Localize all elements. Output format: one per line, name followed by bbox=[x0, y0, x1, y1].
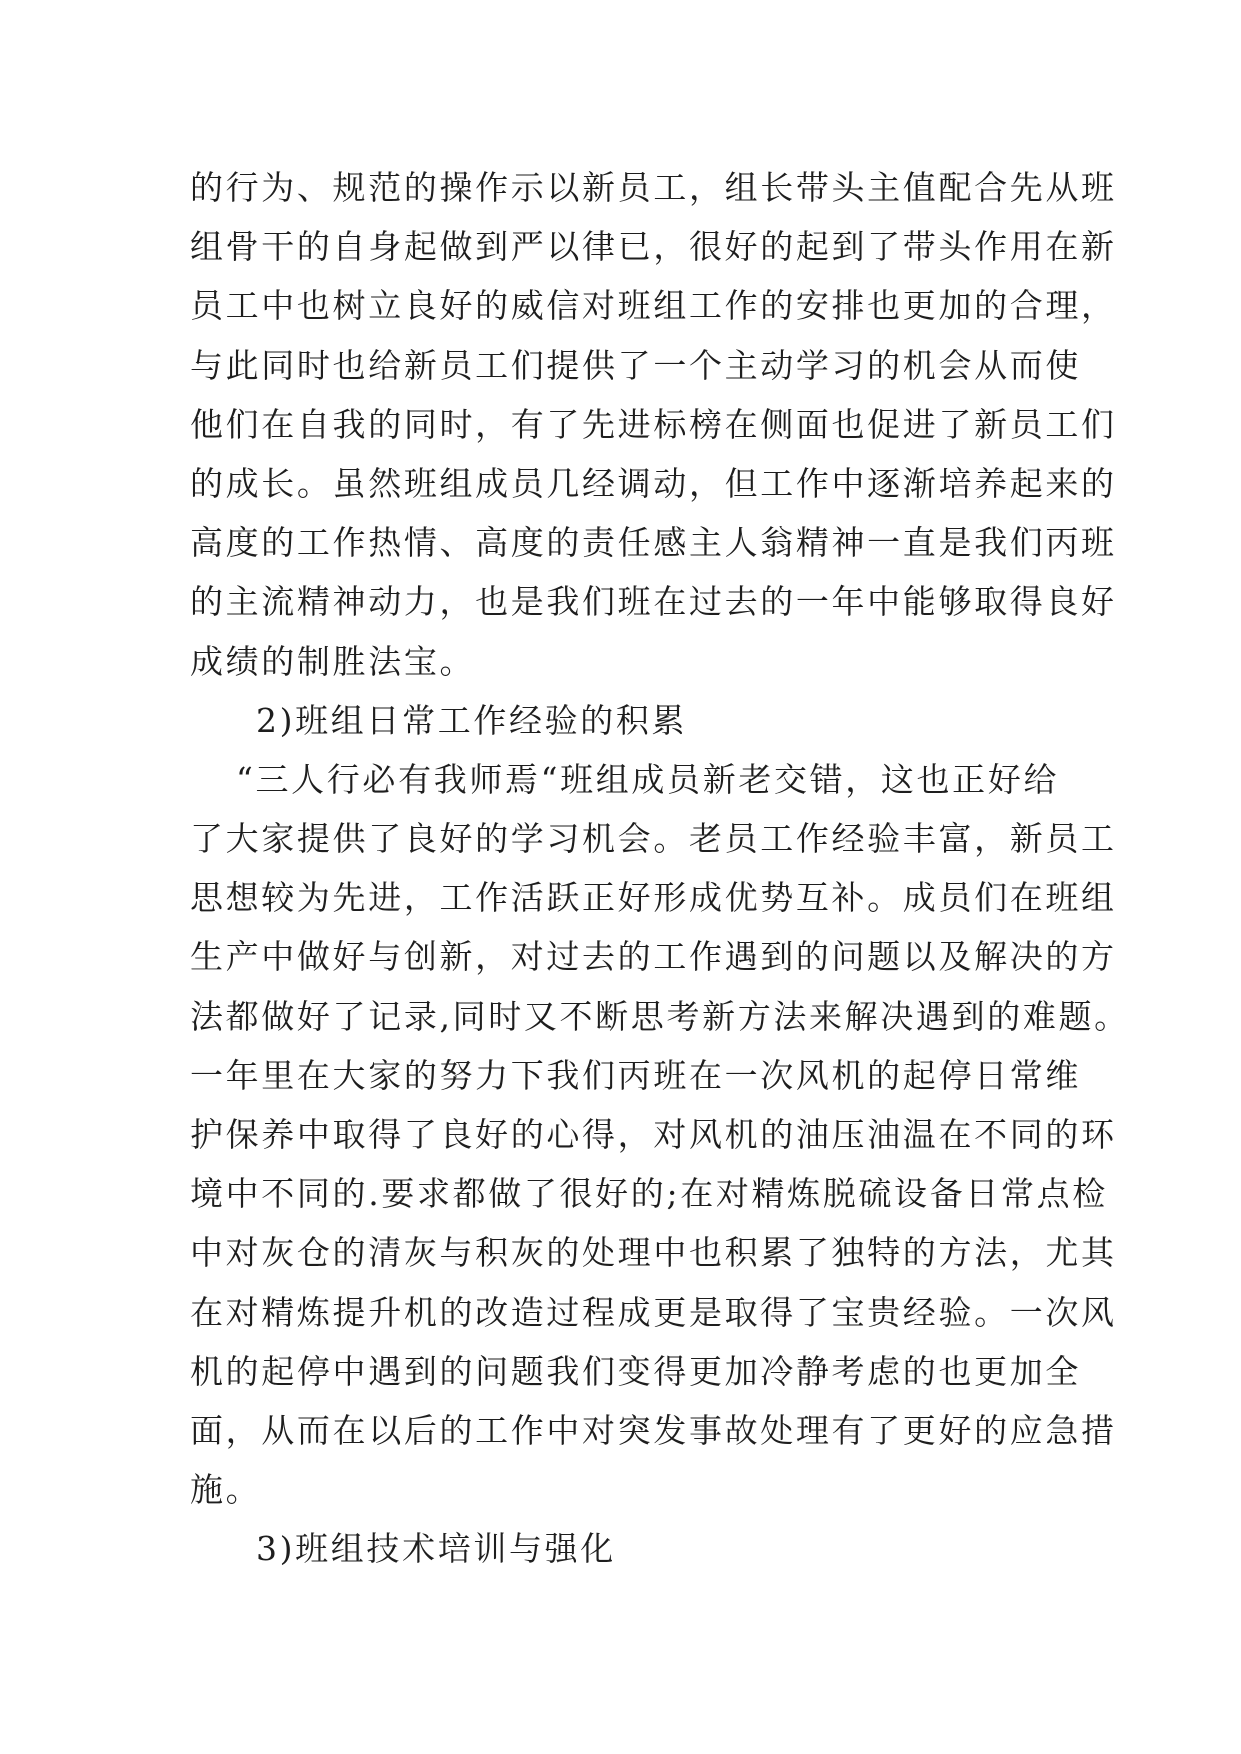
text-line: 了大家提供了良好的学习机会。老员工作经验丰富，新员工 bbox=[190, 819, 1117, 859]
section-heading: 2)班组日常工作经验的积累 bbox=[256, 700, 688, 740]
section-heading: 3)班组技术培训与强化 bbox=[256, 1529, 616, 1569]
text-line: 组骨干的自身起做到严以律已，很好的起到了带头作用在新 bbox=[190, 227, 1117, 267]
text-line: 的行为、规范的操作示以新员工，组长带头主值配合先从班 bbox=[190, 168, 1117, 207]
text-line: “三人行必有我师焉“班组成员新老交错，这也正好给 bbox=[236, 759, 1060, 799]
text-line: 一年里在大家的努力下我们丙班在一次风机的起停日常维 bbox=[190, 1055, 1081, 1095]
text-line: 生产中做好与创新，对过去的工作遇到的问题以及解决的方 bbox=[190, 937, 1117, 977]
text-line: 面，从而在以后的工作中对突发事故处理有了更好的应急措 bbox=[190, 1410, 1117, 1450]
body-text bbox=[190, 158, 1130, 1579]
text-line: 的成长。虽然班组成员几经调动，但工作中逐渐培养起来的 bbox=[190, 463, 1117, 503]
text-line: 法都做好了记录,同时又不断思考新方法来解决遇到的难题。 bbox=[190, 996, 1130, 1036]
text-line: 思想较为先进，工作活跃正好形成优势互补。成员们在班组 bbox=[190, 878, 1117, 918]
text-line: 成绩的制胜法宝。 bbox=[190, 641, 476, 681]
text-line: 他们在自我的同时，有了先进标榜在侧面也促进了新员工们 bbox=[190, 404, 1117, 444]
text-line: 高度的工作热情、高度的责任感主人翁精神一直是我们丙班 bbox=[190, 523, 1117, 563]
text-line: 境中不同的.要求都做了很好的;在对精炼脱硫设备日常点检 bbox=[190, 1174, 1108, 1214]
text-line: 机的起停中遇到的问题我们变得更加冷静考虑的也更加全 bbox=[190, 1351, 1081, 1391]
text-line: 中对灰仓的清灰与积灰的处理中也积累了独特的方法，尤其 bbox=[190, 1233, 1117, 1273]
text-line: 施。 bbox=[190, 1470, 262, 1510]
text-line: 与此同时也给新员工们提供了一个主动学习的机会从而使 bbox=[190, 345, 1081, 385]
text-line: 在对精炼提升机的改造过程成更是取得了宝贵经验。一次风 bbox=[190, 1292, 1117, 1332]
text-line: 的主流精神动力，也是我们班在过去的一年中能够取得良好 bbox=[190, 582, 1117, 622]
text-line: 护保养中取得了良好的心得，对风机的油压油温在不同的环 bbox=[190, 1115, 1117, 1154]
text-line: 员工中也树立良好的威信对班组工作的安排也更加的合理， bbox=[190, 286, 1117, 326]
